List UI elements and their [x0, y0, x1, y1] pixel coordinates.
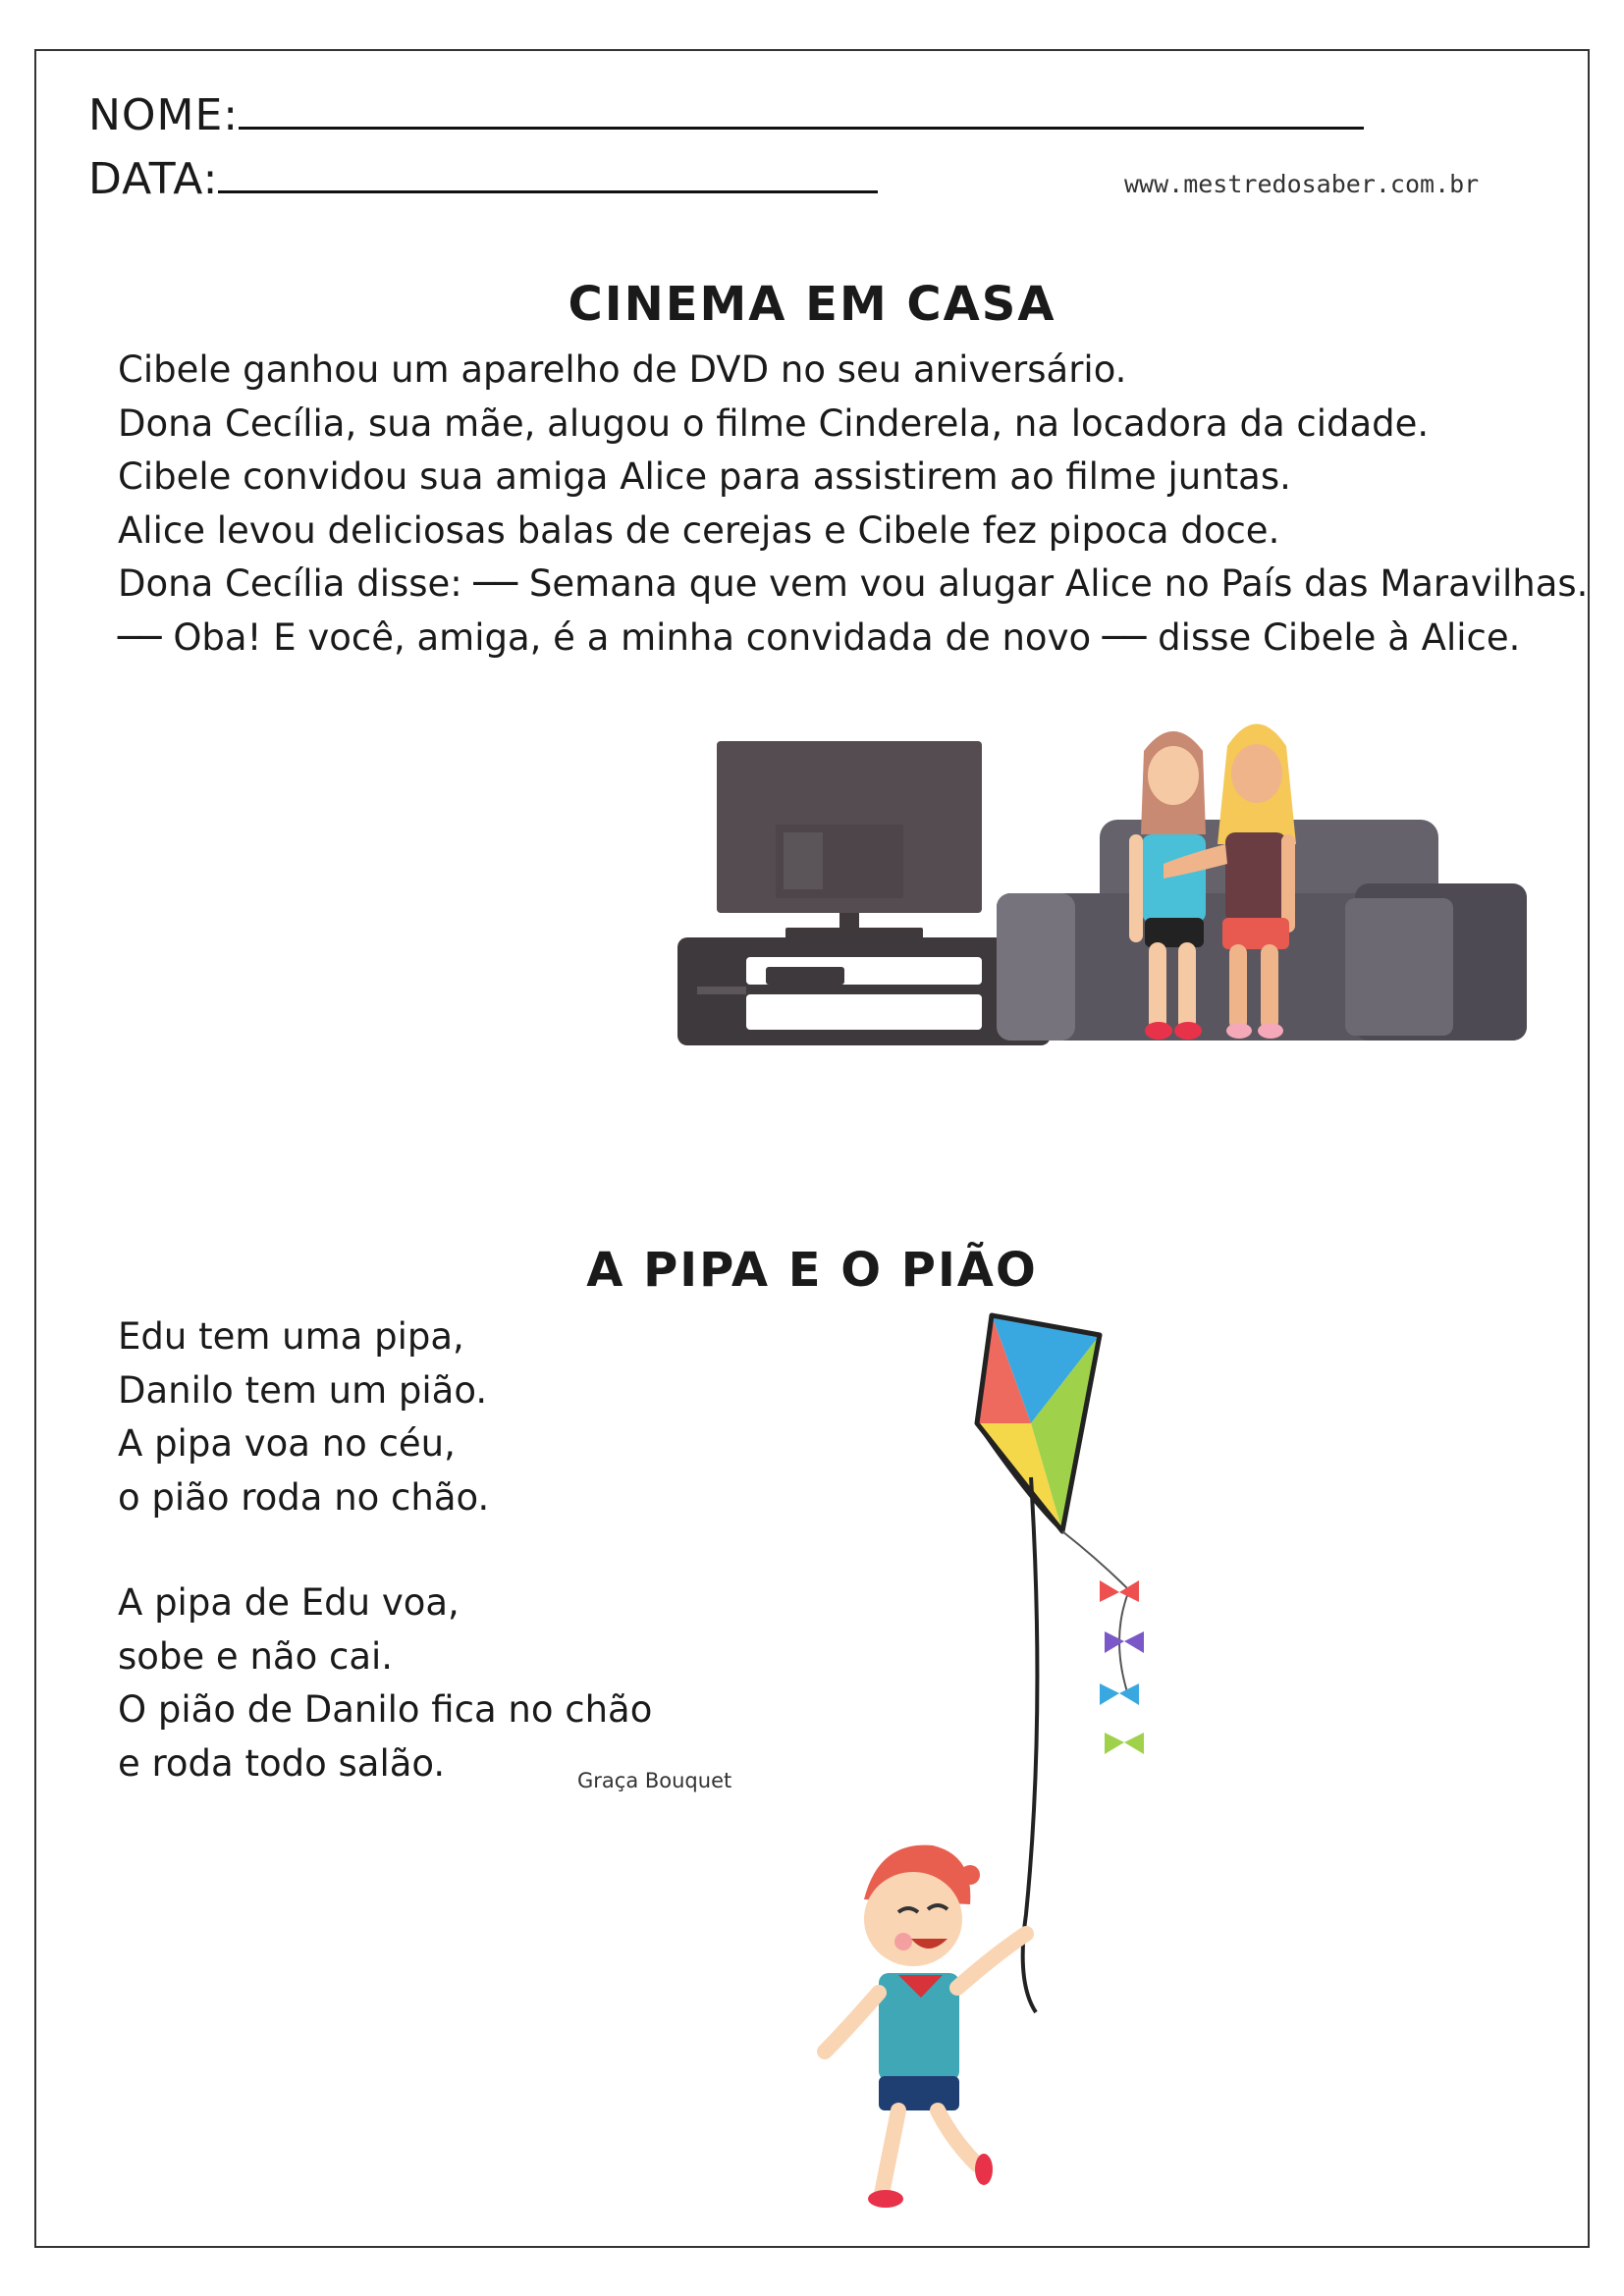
story-line: Alice levou deliciosas balas de cerejas e Cibele fez pipoca doce. — [118, 508, 1280, 552]
name-field-row — [88, 90, 1364, 140]
poem-line: O pião de Danilo fica no chão — [118, 1688, 653, 1731]
poem-title: A PIPA E O PIÃO — [586, 1243, 1038, 1298]
name-label: NOME: — [88, 90, 240, 140]
date-field-row — [88, 154, 878, 204]
poem-line: A pipa de Edu voa, — [118, 1581, 460, 1624]
kite-boy-illustration — [805, 1306, 1218, 2218]
poem-line: o pião roda no chão. — [118, 1475, 490, 1519]
date-label: DATA: — [88, 154, 219, 204]
poem-line: Edu tem uma pipa, — [118, 1315, 464, 1358]
story-line: Cibele convidou sua amiga Alice para assistirem ao filme juntas. — [118, 455, 1291, 498]
story-line: Cibele ganhou um aparelho de DVD no seu aniversário. — [118, 348, 1127, 391]
poem-stanza-2 — [118, 1576, 652, 1790]
poem-stanza-1 — [118, 1310, 489, 1524]
story-line: Dona Cecília disse: ── Semana que vem vou alugar Alice no País das Maravilhas. — [118, 562, 1589, 605]
poem-line: e roda todo salão. — [118, 1741, 446, 1785]
poem-line: Danilo tem um pião. — [118, 1368, 488, 1412]
website-url: www.mestredosaber.com.br — [1124, 170, 1480, 198]
tv-icon — [717, 741, 982, 939]
kite-icon — [977, 1315, 1100, 1531]
tv-stand-icon — [677, 937, 1051, 1045]
story-line: ── Oba! E você, amiga, é a minha convidada de novo ── disse Cibele à Alice. — [118, 615, 1521, 659]
story-text — [118, 344, 1588, 665]
story-title: CINEMA EM CASA — [568, 277, 1056, 332]
living-room-illustration — [668, 707, 1532, 1060]
poem-line: sobe e não cai. — [118, 1634, 394, 1678]
poem-line: A pipa voa no céu, — [118, 1422, 456, 1465]
name-blank-line[interactable] — [239, 126, 1364, 130]
date-blank-line[interactable] — [218, 189, 878, 193]
story-line: Dona Cecília, sua mãe, alugou o filme Cinderela, na locadora da cidade. — [118, 401, 1430, 445]
kite-tail-icon — [1062, 1531, 1144, 1754]
poem-author: Graça Bouquet — [577, 1769, 732, 1792]
boy-edu-icon — [825, 1845, 1026, 2208]
